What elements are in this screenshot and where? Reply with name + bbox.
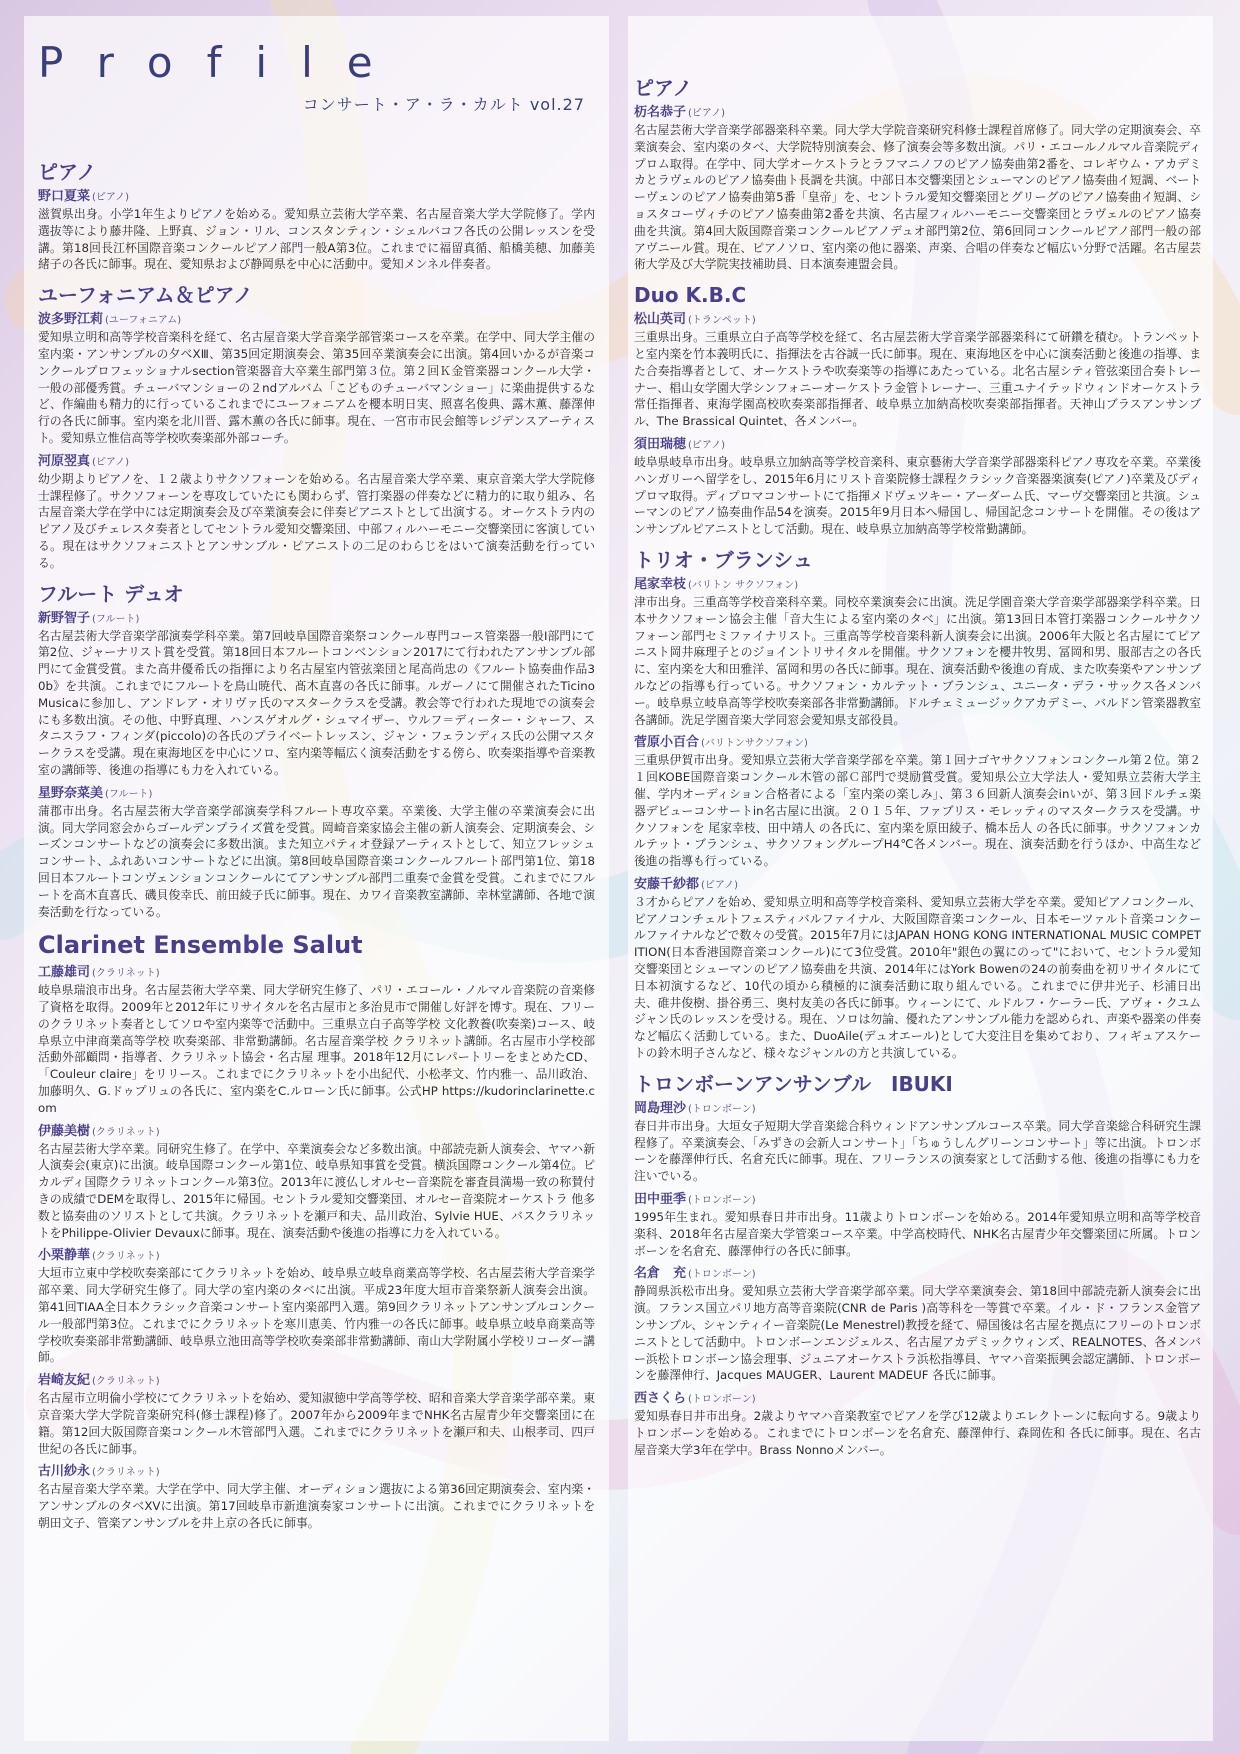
performer-name: 岩崎友紀: [38, 1373, 91, 1389]
performer-name: 伊藤美樹: [38, 1123, 91, 1139]
performer-instrument: (バリトンサクソフォン): [701, 738, 808, 750]
performer-name: 名倉 充: [634, 1266, 687, 1282]
section-title: ピアノ: [634, 76, 693, 100]
performer-name: 河原翌真: [38, 453, 91, 469]
performer-name: 松山英司: [634, 312, 687, 328]
performer-name-line: [634, 1265, 1201, 1283]
performer-bio: 三重県出身。三重県立白子高等学校を経て、名古屋芸術大学音楽学部器楽科にて研鑽を積む。トランペットと室内楽を竹本義明氏に、指揮法を古谷誠一氏に師事。現在、東海地区を中心に演奏活動と後進の指導、また合奏指導者として、オーケストラや吹奏楽等の指導にあたっている。北名古屋シティ管弦楽団合奏トレーナー、椙山女学園大学シンフォニーオーケストラ金管トレーナー、三重ユナイテッドウィンドオーケストラ常任指揮者、東海学園高校吹奏楽部指揮者、岐阜県立加納高校吹奏楽部指揮者。天神山ブラスアンサンブル、The Brassical Quintet、各メンバー。: [634, 330, 1201, 429]
section-title: ユーフォニアム＆ピアノ: [38, 283, 253, 308]
performer-bio: 名古屋市立明倫小学校にてクラリネットを始め、愛知淑徳中学高等学校、昭和音楽大学音楽学部卒業。東京音楽大学大学院音楽研究科(修士課程)修了。2007年から2009年までNHK名古屋青少年交響楽団に在籍。第12回大阪国際音楽コンクール木管部門入選。これまでにクラリネットを瀬戸和夫、山根孝司、四戸世紀の各氏に師事。: [38, 1391, 595, 1456]
performer-bio: ３才からピアノを始め、愛知県立明和高等学校音楽科、愛知県立芸術大学を卒業。愛知ピアノコンクール、ピアノコンチェルトフェスティバルファイナル、大阪国際音楽コンクール、日本モーツァルト音楽コンクールファイナルなどで数々の受賞。2015年7月にはJAPAN HONG KONG INTERNATIONAL MUSIC COMPETITION(日本香港国際音楽コンクール)にて3位受賞。2010年"銀色の翼にのって"において、セントラル愛知交響楽団とシューマンのピアノ協奏曲を共演、2014年にはYork Bowenの24の前奏曲を初リサイタルにて日本初演するなど、10代の頃から積極的に演奏活動に取り組んでいる。これまでに伊井光子、杉浦日出夫、碓井俊樹、掛谷勇三、奥村友美の各氏に師事。ウィーンにて、ルドルフ・ケーラー氏、アヴォ・クユムジャン氏のレッスンを受ける。現在、ソロは勿論、優れたアンサンブル能力を認められ、声楽や器楽の伴奏など幅広く活動している。また、DuoAile(デュオエール)として大変注目を集めており、フィギュアスケートの鈴木明子さんなど、様々なジャンルの方と共演している。: [634, 894, 1201, 1061]
performer-name-line: [38, 453, 595, 471]
performer-name: 野口夏菜: [38, 189, 91, 204]
performer-bio: 津市出身。三重高等学校音楽科卒業。同校卒業演奏会に出演。洗足学園音楽大学音楽学部器楽学科卒業。日本サクソフォーン協会主催「音大生による室内楽のタベ」に出演。第13回日本管打楽器コンクールサクソフォーン部門セミファイナリスト。三重高等学校音楽科新人演奏会に出演。2006年大阪と名古屋にてピアニスト岡井麻理子とのジョイントリサイタルを開催。サクソフォンを櫻井牧男、冨岡和男、服部吉之の各氏に、室内楽を大和田雅洋、冨岡和男の各氏に師事。現在、演奏活動や後進の育成、また吹奏楽やアンサンブルなどの指導も行っている。サクソフォン・カルテット・ブランシュ、ユニータ・デラ・サックス各メンバー。岐阜県立岐阜高等学校吹奏楽部各非常勤講師。ドルチェミュージックアカデミー、バルドン管楽器教室各講師。洗足学園音楽大学同窓会愛知県支部役員。: [634, 594, 1201, 727]
performer-name: 波多野江莉: [38, 312, 104, 328]
performer-name-line: [38, 1123, 595, 1141]
performer-bio: 三重県伊賀市出身。愛知県立芸術大学音楽学部を卒業。第１回ナゴヤサクソフォンコンクール第２位。第２１回KOBE国際音楽コンクール木管の部Ｃ部門で奨励賞受賞。愛知県公立大学法人・愛知県立芸術大学主催、学内オーディション合格者による「室内楽の楽しみ」、第３６回新人演奏会inいが、第３回ドルチェ楽器デビューコンサートin名古屋に出演。２０１５年、ファブリス・モレッティのマスタークラスを受講。サクソフォンを 尾家幸枝、田中靖人 の各氏に、室内楽を原田綾子、橋本岳人 の各氏に師事。サクソフォンカルテット・ブランシュ、サクソフォングループH4℃各メンバー。現在、演奏活動を行うほか、中高生など後進の指導も行っている。: [634, 753, 1201, 869]
performer-bio: 春日井市出身。大垣女子短期大学音楽総合科ウィンドアンサンブルコース卒業。同大学音楽総合科研究生課程修了。卒業演奏会、「みずきの会新人コンサート」「ちゅうしんグリーンコンサート」等に出演。トロンボーンを藤澤伸行氏、名倉充氏に師事。現在、フリーランスの演奏家として活動する他、後進の指導にも力を注いでいる。: [634, 1118, 1201, 1184]
section-title: フルート デュオ: [38, 581, 184, 606]
performer-name: 星野奈菜美: [38, 785, 104, 801]
performer-name-line: [38, 311, 595, 329]
left-sections: [38, 160, 595, 1532]
performer-bio: 名古屋芸術大学音楽学部演奏学科卒業。第7回岐阜国際音楽祭コンクール専門コース管楽器一般Ⅰ部門にて第2位、ジャーナリスト賞を受賞。第18回日本フルートコンベンション2017にて行われたアンサンブル部門にて金賞受賞。また高井優希氏の指揮により名古屋室内管弦楽団と尾高尚忠の《フルート協奏曲作品30b》を共演。これまでにフルートを鳥山暁代、髙木直喜の各氏に師事。ルガーノにて開催されたTicino Musicaに参加し、アンドレア・オリヴァ氏のマスタークラスを受講。教会等で行われた現地での演奏会にも多数出演。その他、中野真理、ハンスゲオルグ・シュマイザー、ウルフ＝ディーター・シャーフ、スタニスラフ・フィンダ(piccolo)の各氏のプライベートレッスン、ジャン・フェランディス氏の公開マスタークラスを受講。現在東海地区を中心にソロ、室内楽等幅広く演奏活動をする傍ら、吹奏楽指導や音楽教室の講師等、後進の指導にも力を入れている。: [38, 628, 595, 777]
page-header: [38, 40, 595, 150]
performer-instrument: (トロンボーン): [688, 1103, 756, 1115]
performer-name: 菅原小百合: [634, 735, 700, 751]
performer-instrument: (ピアノ): [688, 108, 726, 119]
performer-name-line: [634, 104, 1201, 122]
performer-name-line: [38, 1247, 595, 1265]
performer-instrument: (バリトン サクソフォン): [688, 579, 799, 591]
performer-instrument: (トロンボーン): [688, 1269, 756, 1281]
performer-name-line: [38, 1372, 595, 1390]
performer-instrument: (フルート): [92, 613, 140, 625]
profile-section: [38, 283, 595, 571]
performer-instrument: (フルート): [105, 788, 153, 800]
performer-name-line: [634, 1191, 1201, 1209]
performer-bio: 愛知県立明和高等学校音楽科を経て、名古屋音楽大学音楽学部管楽コースを卒業。在学中、同大学主催の室内楽・アンサンブルの夕べXⅢ、第35回定期演奏会、第35回卒業演奏会に出演。第4回いかるが音楽コンクールプロフェッショナルsection管楽器音大卒業生部門第３位。第２回Ｋ金管楽器コンクール大学・一般の部優秀賞。チューバマンショーの２ndアルバム「こどものチューバマンショー」に楽曲提供するなど、作編曲も精力的に行っているこれまでにユーフォニアムを櫻本明日実、照喜名俊典、露木薫、藤澤伸行の各氏に師事。室内楽を北川晋、露木薫の各氏に師事。現在、一宮市市民会館等レジデンスアーティスト。愛知県立惟信高等学校吹奏楽部外部コーチ。: [38, 330, 595, 445]
performer-name: 岡島理沙: [634, 1100, 687, 1116]
performer-name: 田中亜季: [634, 1192, 687, 1208]
performer-instrument: (ユーフォニアム): [105, 315, 182, 327]
section-title: Clarinet Ensemble Salut: [38, 931, 363, 960]
performer-instrument: (クラリネット): [92, 1251, 160, 1263]
profile-section: [634, 1072, 1201, 1459]
performer-name-line: [38, 188, 595, 206]
performer-name: 須田瑞穂: [634, 436, 687, 452]
performer-instrument: (ピアノ): [92, 456, 130, 468]
performer-name-line: [634, 876, 1201, 894]
page-title: Profile: [38, 38, 407, 87]
performer-bio: 1995年生まれ。愛知県春日井市出身。11歳よりトロンボーンを始める。2014年愛知県立明和高等学校音楽科、2018年名古屋音楽大学管楽コース卒業。中学高校時代、NHK名古屋青少年交響楽団に所属。トロンボーンを名倉充、藤澤伸行の各氏に師事。: [634, 1210, 1201, 1258]
performer-bio: 幼少期よりピアノを、１２歳よりサクソフォーンを始める。名古屋音楽大学卒業、東京音楽大学大学院修士課程修了。サクソフォーンを専攻していたにも関わらず、管打楽器の伴奏などに精力的に取り組み、名古屋音楽大学在学中には定期演奏会及び卒業演奏会に伴奏ピアニストとして出演する。オーケストラ内のピアノ及びチェレスタ奏者としてセントラル愛知交響楽団、中部フィルハーモニー交響楽団に客演している。現在はサクソフォニストとアンサンブル・ピアニストの二足のわらじをはいて演奏活動を行っている。: [38, 471, 595, 570]
performer-instrument: (トロンボーン): [688, 1195, 756, 1207]
performer-bio: 名古屋芸術大学卒業。同研究生修了。在学中、卒業演奏会など多数出演。中部読売新人演奏会、ヤマハ新人演奏会(東京)に出演。岐阜国際コンクール第1位、岐阜県知事賞を受賞。横浜国際コンクール第4位。ピカルディ国際クラリネットコンクール第3位。2013年に渡仏しオルセー音楽院を審査員満場一致の称賛付きの成績でDEMを取得し、2015年に帰国。セントラル愛知交響楽団、オルセー音楽院オーケストラ 他多数と協奏曲のソリストとして共演。クラリネットを瀬戸和夫、品川政治、Sylvie HUE、バスクラリネットをPhilippe-Olivier Devauxに師事。現在、演奏活動や後進の指導に力を入れている。: [38, 1141, 595, 1240]
performer-name: 杤名恭子: [634, 105, 687, 120]
performer-instrument: (ピアノ): [688, 439, 726, 451]
performer-bio: 名古屋音楽大学卒業。大学在学中、同大学主催、オーディション選抜による第36回定期演奏会、室内楽・アンサンブルのタベXVに出演。第17回岐阜市新進演奏家コンサートに出演。これまでにクラリネットを朝田文子、管楽アンサンブルを井上京の各氏に師事。: [38, 1482, 595, 1531]
performer-name: 小栗静華: [38, 1248, 91, 1264]
performer-name-line: [634, 1100, 1201, 1118]
performer-name-line: [38, 610, 595, 628]
performer-bio: 滋賀県出身。小学1年生よりピアノを始める。愛知県立芸術大学卒業、名古屋音楽大学大学院修了。学内選抜等により藤井隆、上野真、ジョン・リル、コンスタンティン・シェルバコフ各氏の公開レッスンを受講。第18回長江杯国際音楽コンクールピアノ部門一般A第3位。これまでに福留真循、船橋美穂、加藤美緒子の各氏に師事。現在、愛知県および静岡県を中心に活動中。愛知メンネル伴奏者。: [38, 207, 595, 272]
performer-name-line: [634, 734, 1201, 752]
right-sections: [634, 76, 1201, 1459]
performer-bio: 大垣市立東中学校吹奏楽部にてクラリネットを始め、岐阜県立岐阜商業高等学校、名古屋芸術大学音楽学部卒業、同大学研究生修了。同大学の室内楽のタベに出演。平成23年度大垣市音楽祭新人演奏会出演。第41回TIAA全日本クラシック音楽コンサート室内楽部門入選。第9回クラリネットアンサンブルコンクール一般部門第3位。これまでにクラリネットを寒川恵美、竹内雅一の各氏に師事。岐阜県立岐阜商業高等学校吹奏楽部非常勤講師、岐阜県立池田高等学校吹奏楽部非常勤講師、南山大学附属小学校リコーダー講師。: [38, 1266, 595, 1365]
performer-instrument: (クラリネット): [92, 1467, 160, 1479]
section-title: Duo K.B.C: [634, 283, 747, 308]
page-subtitle: コンサート・ア・ラ・カルト vol.27: [302, 95, 585, 114]
performer-name-line: [634, 436, 1201, 454]
performer-name: 西さくら: [634, 1391, 687, 1407]
performer-name: 古川紗永: [38, 1464, 91, 1480]
profile-section: [634, 76, 1201, 273]
section-title: ピアノ: [38, 160, 97, 184]
performer-instrument: (クラリネット): [92, 968, 160, 980]
performer-name: 安藤千紗都: [634, 876, 700, 892]
profile-section: [634, 548, 1201, 1062]
performer-name-line: [38, 785, 595, 803]
performer-name-line: [38, 964, 595, 982]
section-title: トロンボーンアンサンブル IBUKI: [634, 1071, 953, 1096]
profile-section: [38, 582, 595, 921]
performer-instrument: (トロンボーン): [688, 1394, 756, 1406]
performer-instrument: (クラリネット): [92, 1126, 160, 1138]
performer-bio: 愛知県春日井市出身。2歳よりヤマハ音楽教室でピアノを学び12歳よりエレクトーンに転向する。9歳よりトロンボーンを始める。これまでにトロンボーンを名倉充、藤澤伸行、森岡佐和 各氏に師事。現在、名古屋音楽大学3年在学中。Brass Nonnoメンバー。: [634, 1409, 1201, 1457]
performer-name-line: [634, 576, 1201, 594]
performer-name-line: [634, 311, 1201, 329]
performer-bio: 静岡県浜松市出身。愛知県立芸術大学音楽学部卒業。同大学卒業演奏会、第18回中部読売新人演奏会に出演。フランス国立パリ地方高等音楽院(CNR de Paris )高等科を一等賞で卒業。イル・ド・フランス金管アンサンブル、シャンティイー音楽院(Le Menestrel)教授を経て、帰国後は名古屋を拠点にフリーのトロンボニストとして活動中。トロンボーンエンジェルス、名古屋アカデミックウィンズ、REALNOTES、各メンバー浜松トロンボーン協会理事、ジュニアオーケストラ浜松指導員、ヤマハ音楽振興会認定講師、トロンボーンを藤澤伸行、Jacques MAUGER、Laurent MADEUF 各氏に師事。: [634, 1284, 1201, 1383]
profile-section: [38, 160, 595, 273]
performer-instrument: (クラリネット): [92, 1376, 160, 1388]
performer-instrument: (トランペット): [688, 315, 756, 327]
profile-section: [38, 930, 595, 1532]
section-title: トリオ・ブランシュ: [634, 547, 813, 572]
performer-name-line: [38, 1463, 595, 1481]
performer-name-line: [634, 1390, 1201, 1408]
profile-section: [634, 283, 1201, 538]
right-column: [628, 16, 1213, 1741]
performer-instrument: (ピアノ): [701, 879, 739, 891]
left-column: [24, 16, 609, 1741]
performer-name: 新野智子: [38, 610, 91, 626]
performer-name: 尾家幸枝: [634, 576, 687, 592]
performer-bio: 蒲郡市出身。名古屋芸術大学音楽学部演奏学科フルート専攻卒業。卒業後、大学主催の卒業演奏会に出演。同大学同窓会からゴールデンプライズ賞を受賞。岡崎音楽家協会主催の新人演奏会、定期演奏会、シーズンコンサートなどの演奏会に多数出演。また知立パティオ登録アーティストとして、知立フレッシュコンサート、ふれあいコンサートなどに出演。第8回岐阜国際音楽コンクールフルート部門第1位、第18回日本フルートコンヴェンションコンクールにてアンサンブル部門二重奏で金賞を受賞。これまでにフルートを高木直喜氏、磯貝俊幸氏、前田綾子氏に師事。現在、カワイ音楽教室講師、幸林堂講師、各地で演奏活動を行なっている。: [38, 803, 595, 919]
performer-instrument: (ピアノ): [92, 192, 130, 203]
performer-name: 工藤雄司: [38, 965, 91, 981]
performer-bio: 岐阜県瑞浪市出身。名古屋芸術大学卒業、同大学研究生修了、パリ・エコール・ノルマル音楽院の音楽修了資格を取得。2009年と2012年にリサイタルを名古屋市と多治見市で開催し好評を博す。現在、フリーのクラリネット奏者としてソロや室内楽等で活動中。三重県立白子高等学校 文化教養(吹奏楽)コース、岐阜県立中津商業高等学校 吹奏楽部、非常勤講師。名古屋音楽学校 クラリネット講師。名古屋市小学校部活動外部顧問・指導者、クラリネット協会・名古屋 理事。2018年12月にレパートリーをまとめたCD、「Couleur claire」をリリース。これまでにクラリネットを小出紀代、小松孝文、竹内雅一、品川政治、加藤明久、G.ドゥプリュの各氏に、室内楽をC.ルローン氏に師事。公式HP https://kudorinclarinette.com: [38, 983, 595, 1115]
performer-bio: 名古屋芸術大学音楽学部器楽科卒業。同大学大学院音楽研究科修士課程首席修了。同大学の定期演奏会、卒業演奏会、室内楽のタベ、大学院特別演奏会、修了演奏会等多数出演。パリ・エコールノルマル音楽院ディプロム取得。在学中、同大学オーケストラとラフマニノフのピアノ協奏曲第2番を、コレギウム・アカデミカとラヴェルのピアノ協奏曲ト長調を共演。中部日本交響楽団とシューマンのピアノ協奏曲イ短調、ベートーヴェンのピアノ協奏曲第5番「皇帝」を、セントラル愛知交響楽団とグリーグのピアノ協奏曲イ短調、ショスタコーヴィチのピアノ協奏曲第2番を共演、名古屋フィルハーモニー交響楽団とラヴェルのピアノ協奏曲を共演。第4回大阪国際音楽コンクールピアノデュオ部門第2位、第6回同コンクールピアノ部門一般の部アヴニール賞。現在、ピアノソロ、室内楽の他に器楽、声楽、合唱の伴奏など幅広い分野で活躍。名古屋芸術大学及び大学院実技補助員、日本演奏連盟会員。: [634, 123, 1201, 272]
performer-bio: 岐阜県岐阜市出身。岐阜県立加納高等学校音楽科、東京藝術大学音楽学部器楽科ピアノ専攻を卒業。卒業後ハンガリーへ留学をし、2015年6月にリスト音楽院修士課程クラシック音楽器楽演奏(ピアノ)卒業及びディプロマ取得。ディプロマコンサートにて指揮メドヴェツキー・アーダーム氏、マーヴ交響楽団と共演。シューマンのピアノ協奏曲作品54を演奏。2015年9月日本へ帰国し、帰国記念コンサートを開催。その後はアンサンブルピアニストとして活動。現在、岐阜県立加納高等学校常勤講師。: [634, 454, 1201, 537]
